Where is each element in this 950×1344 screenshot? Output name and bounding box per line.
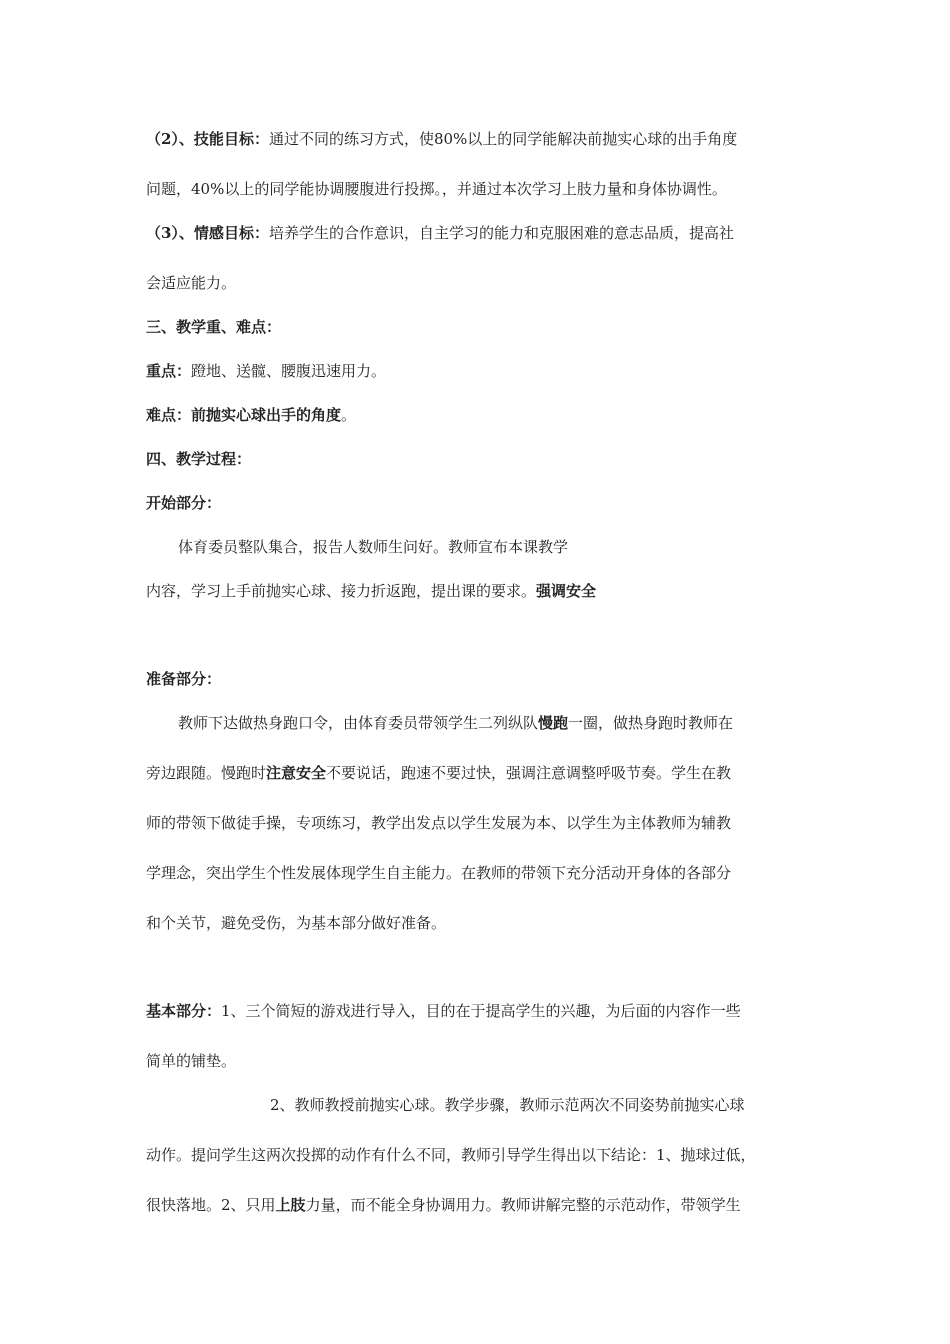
- basic-line1: 基本部分：1、三个简短的游戏进行导入，目的在于提高学生的兴趣，为后面的内容作一些: [146, 1002, 741, 1020]
- start-section-line1: 体育委员整队集合，报告人数师生问好。教师宣布本课教学: [178, 538, 569, 556]
- basic-line2: 简单的铺垫。: [146, 1052, 237, 1070]
- emotion-goal-line-cont: 会适应能力。: [146, 274, 237, 292]
- key-point-label: 重点：: [146, 362, 192, 380]
- basic-section-heading: 基本部分：: [146, 1002, 222, 1020]
- key-points-heading: 三、教学重、难点：: [146, 318, 282, 336]
- prep-line5: 和个关节，避免受伤，为基本部分做好准备。: [146, 914, 447, 932]
- skill-goal-text: 通过不同的练习方式，使80%以上的同学能解决前抛实心球的出手角度: [268, 130, 738, 148]
- start-emphasis: 强调安全: [536, 582, 597, 600]
- prep-line3: 师的带领下做徒手操，专项练习，教学出发点以学生发展为本、以学生为主体教师为辅教: [146, 814, 732, 832]
- difficult-point-line: 难点：前抛实心球出手的角度。: [146, 406, 357, 424]
- basic-line4: 动作。提问学生这两次投掷的动作有什么不同，教师引导学生得出以下结论：1、抛球过低，: [146, 1146, 756, 1164]
- prep-line4: 学理念，突出学生个性发展体现学生自主能力。在教师的带领下充分活动开身体的各部分: [146, 864, 732, 882]
- difficult-point-label: 难点：: [146, 406, 192, 424]
- emotion-goal-label: （3）、情感目标：: [146, 224, 269, 242]
- start-section-heading: 开始部分：: [146, 494, 222, 512]
- skill-goal-line: [146, 129, 737, 149]
- prep-line2: 旁边跟随。慢跑时注意安全不要说话，跑速不要过快，强调注意调整呼吸节奏。学生在教: [146, 764, 732, 782]
- basic-line3: 2、教师教授前抛实心球。教学步骤，教师示范两次不同姿势前抛实心球: [270, 1096, 745, 1114]
- emotion-goal-line: [146, 223, 734, 243]
- start-section-line2: 内容，学习上手前抛实心球、接力折返跑，提出课的要求。强调安全: [146, 582, 597, 600]
- process-heading: 四、教学过程：: [146, 450, 252, 468]
- emotion-goal-text: 培养学生的合作意识，自主学习的能力和克服困难的意志品质，提高社: [268, 224, 734, 242]
- skill-goal-line-cont: 问题，40%以上的同学能协调腰腹进行投掷。，并通过本次学习上肢力量和身体协调性。: [146, 180, 727, 198]
- prep-line1: 教师下达做热身跑口令，由体育委员带领学生二列纵队慢跑一圈，做热身跑时教师在: [178, 714, 734, 732]
- key-point-text: 蹬地、送髋、腰腹迅速用力。: [191, 362, 387, 380]
- basic-line5: 很快落地。2、只用上肢力量，而不能全身协调用力。教师讲解完整的示范动作，带领学生: [146, 1196, 741, 1214]
- skill-goal-label: （2）、技能目标：: [146, 130, 269, 148]
- difficult-point-text: 前抛实心球出手的角度: [191, 406, 342, 424]
- key-point-line: [146, 361, 386, 381]
- prep-section-heading: 准备部分：: [146, 670, 222, 688]
